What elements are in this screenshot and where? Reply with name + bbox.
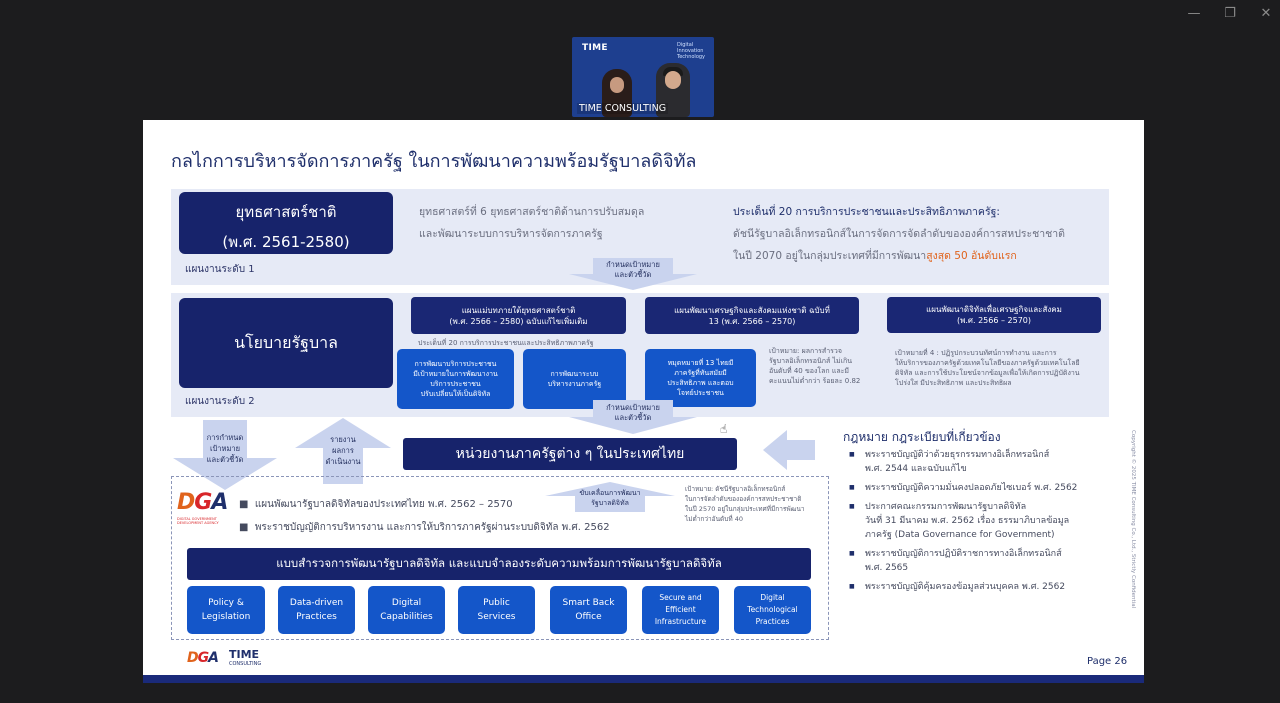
master-plan-sub: ประเด็นที่ 20 การบริการประชาชนและประสิทธิภาพภาครัฐ bbox=[418, 339, 594, 347]
slide-footer-bar bbox=[143, 675, 1144, 683]
dga-logo: DGA bbox=[177, 490, 228, 515]
video-logo: TIME bbox=[582, 43, 608, 53]
target-arrow-top: กำหนดเป้าหมาย และตัวชี้วัด bbox=[569, 258, 697, 290]
issue-20-text: ประเด็นที่ 20 การบริการประชาชนและประสิทธิภาพภาครัฐ: ดัชนีรัฐบาลอิเล็กทรอนิกส์ในการจัดการจัดลำดับขององค์การสหประชาชาติ ในปี 2070 อยู่ในกลุ่มประเทศที่มีการพัฒนาสูงสุด 50 อันดับแรก bbox=[733, 206, 1065, 262]
master-plan-box: แผนแม่บทภายใต้ยุทธศาสตร์ชาติ (พ.ศ. 2566 – 2580) ฉบับแก้ไขเพิ่มเติม bbox=[411, 297, 626, 334]
nesdp-13-box: แผนพัฒนาเศรษฐกิจและสังคมแห่งชาติ ฉบับที่ 13 (พ.ศ. 2566 – 2570) bbox=[645, 297, 859, 334]
law-item: ■ ประกาศคณะกรรมการพัฒนารัฐบาลดิจิทัล วันที่ 31 มีนาคม พ.ศ. 2562 เรื่อง ธรรมาภิบาลข้อมูล ภาครัฐ (Data Governance for Government) bbox=[849, 500, 1109, 542]
public-service-dev-box: การพัฒนาบริการประชาชน มีเป้าหมายในการพัฒนางาน บริการประชาชน ปรับเปลี่ยนให้เป็นดิจิทัล bbox=[397, 349, 514, 409]
agencies-box: หน่วยงานภาครัฐต่าง ๆ ในประเทศไทย bbox=[403, 438, 737, 470]
copyright-note: Copyright © 2025 TIME Consulting Co., Ltd., Strictly Confidential bbox=[1130, 430, 1136, 609]
dga-item-1: ■ แผนพัฒนารัฐบาลดิจิทัลของประเทศไทย พ.ศ. 2562 – 2570 bbox=[239, 499, 513, 510]
footer-time-logo: TIME bbox=[229, 648, 260, 661]
slide-title: กลไกการบริหารจัดการภาครัฐ ในการพัฒนาความพร้อมรัฐบาลดิจิทัล bbox=[171, 151, 697, 172]
participant-video-tile[interactable] bbox=[572, 37, 714, 117]
pillar-smart-back-office: Smart Back Office bbox=[550, 586, 627, 634]
national-strategy-box: ยุทธศาสตร์ชาติ (พ.ศ. 2561-2580) bbox=[179, 192, 393, 254]
hand-cursor-icon: ☝ bbox=[720, 422, 728, 436]
pillar-digital-tech-practices: Digital Technological Practices bbox=[734, 586, 811, 634]
target-arrow-mid: กำหนดเป้าหมาย และตัวชี้วัด bbox=[569, 400, 697, 434]
minimize-button[interactable]: — bbox=[1187, 6, 1201, 21]
pillar-policy-legislation: Policy & Legislation bbox=[187, 586, 265, 634]
strategy-6-text: ยุทธศาสตร์ที่ 6 ยุทธศาสตร์ชาติด้านการปรับสมดุล และพัฒนาระบบการบริหารจัดการภาครัฐ bbox=[419, 206, 645, 240]
dga-goal-text: เป้าหมาย: ดัชนีรัฐบาลอิเล็กทรอนิกส์ ในการจัดลำดับขององค์การสหประชาชาติ ในปี 2570 อยู่ในกลุ่มประเทศที่มีการพัฒนา ไม่ต่ำกว่าอันดับที่ 40 bbox=[685, 485, 805, 523]
page-number: Page 26 bbox=[1087, 656, 1128, 667]
close-button[interactable]: ✕ bbox=[1260, 6, 1272, 21]
report-arrow-up: รายงาน ผลการ ดำเนินงาน bbox=[295, 418, 391, 484]
level2-label: แผนงานระดับ 2 bbox=[185, 396, 255, 407]
milestone-13-box: หมุดหมายที่ 13 ไทยมี ภาครัฐที่ทันสมัยมี ประสิทธิภาพ และตอบ โจทย์ประชาชน bbox=[645, 349, 756, 407]
left-arrow-icon bbox=[763, 430, 815, 470]
dga-item-2: ■ พระราชบัญญัติการบริหารงาน และการให้บริการภาครัฐผ่านระบบดิจิทัล พ.ศ. 2562 bbox=[239, 522, 610, 533]
pillar-digital-capabilities: Digital Capabilities bbox=[368, 586, 445, 634]
pillar-public-services: Public Services bbox=[458, 586, 535, 634]
drive-arrow: ขับเคลื่อนการพัฒนา รัฐบาลดิจิทัล bbox=[545, 482, 675, 512]
video-tagline: Digital Innovation Technology bbox=[677, 42, 706, 60]
pillar-secure-infrastructure: Secure and Efficient Infrastructure bbox=[642, 586, 719, 634]
laws-list bbox=[849, 448, 1109, 599]
survey-bar: แบบสำรวจการพัฒนารัฐบาลดิจิทัล และแบบจำลองระดับความพร้อมการพัฒนารัฐบาลดิจิทัล bbox=[187, 548, 811, 580]
nesdp-goal-text: เป้าหมาย: ผลการสำรวจ รัฐบาลอิเล็กทรอนิกส์ ไม่เกิน อันดับที่ 40 ของโลก และมี คะแนนไม่ต่ำกว่า ร้อยละ 0.82 bbox=[769, 347, 861, 385]
footer-time-sub: CONSULTING bbox=[229, 661, 262, 667]
digital-plan-goal-text: เป้าหมายที่ 4 : ปฏิรูปกระบวนทัศน์การทำงาน และการ ให้บริการของภาครัฐด้วยเทคโนโลยีของภาครัฐด้วยเทคโนโลยี ดิจิทัล และการใช้ประโยชน์จากข้อมูลเพื่อให้เกิดการปฏิบัติงาน โปร่งใส มีประสิทธิภาพ และประสิทธิผล bbox=[895, 349, 1080, 387]
laws-title: กฎหมาย กฎระเบียบที่เกี่ยวข้อง bbox=[843, 430, 1001, 444]
restore-button[interactable]: ❐ bbox=[1224, 6, 1236, 21]
law-item: ■ พระราชบัญญัติความมั่นคงปลอดภัยไซเบอร์ พ.ศ. 2562 bbox=[849, 481, 1109, 495]
target-arrow-down-left: การกำหนด เป้าหมาย และตัวชี้วัด bbox=[173, 420, 277, 490]
gov-admin-dev-box: การพัฒนาระบบ บริหารงานภาครัฐ bbox=[523, 349, 626, 409]
pillar-data-driven: Data-driven Practices bbox=[278, 586, 355, 634]
participant-name: TIME CONSULTING bbox=[579, 103, 667, 114]
dga-logo-sub: DIGITAL GOVERNMENT DEVELOPMENT AGENCY bbox=[177, 517, 219, 525]
digital-economy-plan-box: แผนพัฒนาดิจิทัลเพื่อเศรษฐกิจและสังคม (พ.ศ. 2566 – 2570) bbox=[887, 297, 1101, 333]
law-item: ■ พระราชบัญญัติคุ้มครองข้อมูลส่วนบุคคล พ.ศ. 2562 bbox=[849, 580, 1109, 594]
footer-dga-logo: DGA bbox=[187, 650, 218, 666]
law-item: ■ พระราชบัญญัติการปฏิบัติราชการทางอิเล็กทรอนิกส์ พ.ศ. 2565 bbox=[849, 547, 1109, 575]
law-item: ■ พระราชบัญญัติว่าด้วยธุรกรรมทางอิเล็กทรอนิกส์ พ.ศ. 2544 และฉบับแก้ไข bbox=[849, 448, 1109, 476]
government-policy-box: นโยบายรัฐบาล bbox=[179, 298, 393, 388]
shared-slide bbox=[143, 120, 1144, 683]
level1-label: แผนงานระดับ 1 bbox=[185, 264, 255, 275]
